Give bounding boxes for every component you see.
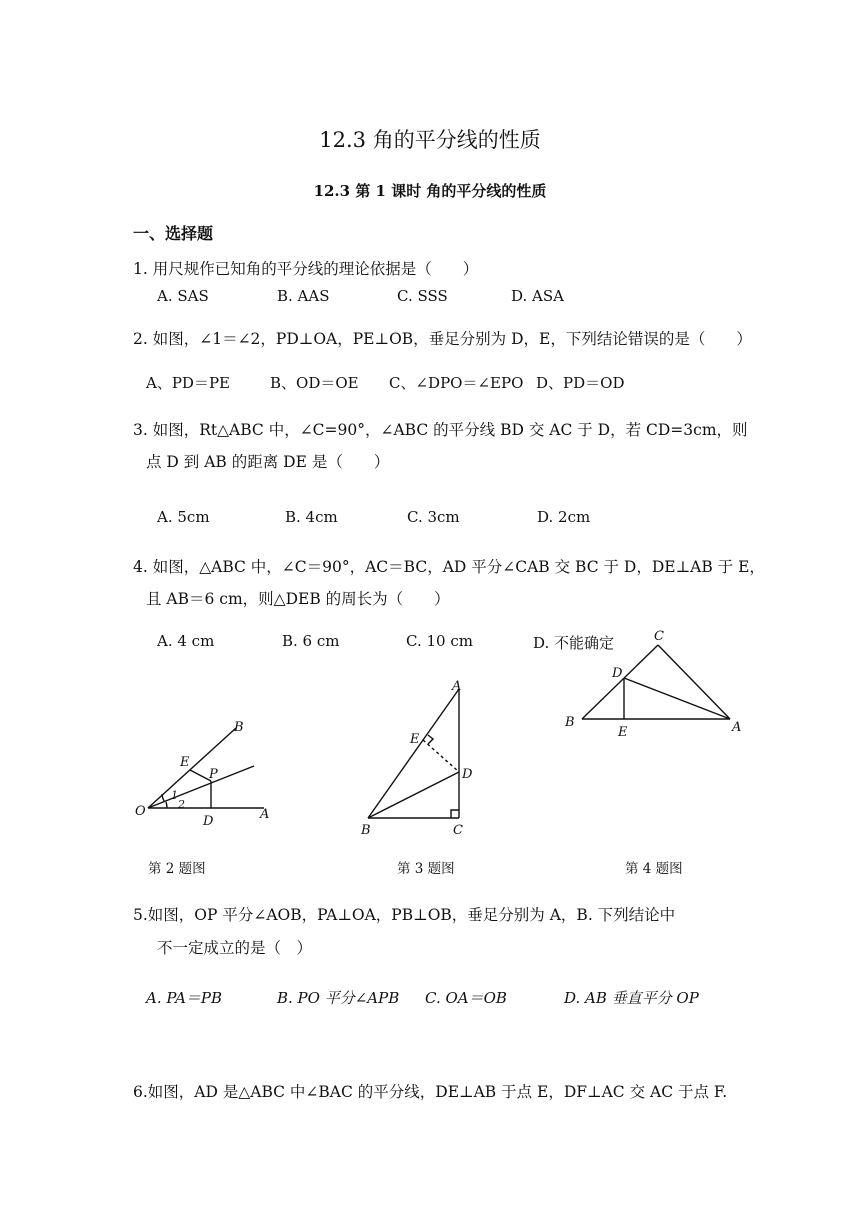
question-5-option-a: A. PA＝PB	[146, 989, 223, 1007]
side-ba	[368, 689, 459, 818]
question-3-option-c: C. 3cm	[407, 508, 460, 526]
fig4-label-a: A	[732, 720, 742, 735]
question-2-option-a: A、PD＝PE	[146, 374, 230, 392]
fig2-label-o: O	[135, 804, 146, 819]
fig2-label-a: A	[260, 807, 270, 822]
question-4-stem-line2: 且 AB＝6 cm，则△DEB 的周长为（ ）	[146, 590, 450, 608]
question-5-option-c: C. OA＝OB	[425, 989, 507, 1007]
right-angle-e	[428, 735, 433, 744]
right-angle-c	[451, 810, 459, 818]
question-1-option-d: D. ASA	[511, 287, 564, 305]
fig3-label-c: C	[453, 823, 463, 838]
question-5-stem-line1: 5.如图，OP 平分∠AOB，PA⊥OA，PB⊥OB，垂足分别为 A，B. 下列结论中	[133, 906, 676, 924]
question-4-stem-line1: 4. 如图，△ABC 中，∠C＝90°，AC＝BC，AD 平分∠CAB 交 BC 于 D，DE⊥AB 于 E，	[133, 558, 765, 576]
segment-pe	[190, 770, 211, 781]
question-2-option-d: D、PD＝OD	[536, 374, 625, 392]
question-1-option-c: C. SSS	[397, 287, 448, 305]
question-2-stem: 2. 如图，∠1＝∠2，PD⊥OA，PE⊥OB，垂足分别为 D，E，下列结论错误的是（ ）	[133, 330, 752, 348]
question-3-option-b: B. 4cm	[285, 508, 338, 526]
page-title: 12.3 角的平分线的性质	[319, 128, 541, 152]
bisector-bd	[368, 772, 459, 818]
question-4-option-d: D. 不能确定	[533, 634, 615, 652]
ray-ob	[148, 728, 236, 808]
fig2-label-1: 1	[171, 789, 178, 802]
fig2-label-b: B	[234, 720, 244, 735]
figure-2-caption: 第 2 题图	[148, 861, 206, 877]
question-6-stem: 6.如图，AD 是△ABC 中∠BAC 的平分线，DE⊥AB 于点 E，DF⊥AC 交 AC 于点 F.	[133, 1083, 728, 1101]
fig2-label-e: E	[180, 755, 190, 770]
fig3-label-e: E	[410, 732, 420, 747]
side-ca	[658, 645, 730, 719]
fig4-label-e: E	[618, 725, 628, 740]
question-1-stem: 1. 用尺规作已知角的平分线的理论依据是（ ）	[133, 260, 479, 278]
bisector-ad	[624, 678, 730, 719]
fig3-label-d: D	[462, 767, 473, 782]
fig3-label-a: A	[452, 679, 462, 694]
figure-3-caption: 第 3 题图	[397, 861, 455, 877]
section-heading: 一、选择题	[133, 224, 214, 243]
question-3-option-a: A. 5cm	[157, 508, 210, 526]
question-5-option-b: B. PO 平分∠APB	[277, 989, 400, 1007]
question-1-option-a: A. SAS	[157, 287, 209, 305]
question-4-option-c: C. 10 cm	[406, 632, 473, 650]
question-3-stem-line1: 3. 如图，Rt△ABC 中，∠C=90°，∠ABC 的平分线 BD 交 AC 于 D，若 CD=3cm，则	[133, 421, 748, 439]
fig4-label-d: D	[612, 666, 623, 681]
question-3-option-d: D. 2cm	[537, 508, 591, 526]
figure-3-right-triangle	[350, 672, 480, 842]
fig2-label-p: P	[209, 767, 218, 782]
question-4-option-a: A. 4 cm	[157, 632, 215, 650]
question-2-option-c: C、∠DPO＝∠EPO	[389, 374, 524, 392]
question-5-option-d: D. AB 垂直平分 OP	[564, 989, 699, 1007]
figure-2-angle-bisector	[128, 710, 288, 840]
fig4-label-b: B	[565, 715, 575, 730]
fig2-label-2: 2	[178, 798, 185, 811]
figure-4-isosceles-right-triangle	[560, 625, 750, 745]
perpendicular-de	[423, 740, 459, 772]
question-5-stem-line2: 不一定成立的是（ ）	[157, 939, 313, 957]
question-1-option-b: B. AAS	[277, 287, 330, 305]
ray-op	[148, 766, 254, 808]
side-bc	[582, 645, 658, 719]
fig3-label-b: B	[361, 823, 371, 838]
fig2-label-d: D	[203, 814, 214, 829]
figure-4-caption: 第 4 题图	[625, 861, 683, 877]
fig4-label-c: C	[654, 629, 664, 644]
question-2-option-b: B、OD＝OE	[270, 374, 359, 392]
angle-2-arc	[166, 802, 167, 808]
question-3-stem-line2: 点 D 到 AB 的距离 DE 是（ ）	[146, 453, 390, 471]
question-4-option-b: B. 6 cm	[282, 632, 340, 650]
lesson-subtitle: 12.3 第 1 课时 角的平分线的性质	[313, 182, 547, 200]
